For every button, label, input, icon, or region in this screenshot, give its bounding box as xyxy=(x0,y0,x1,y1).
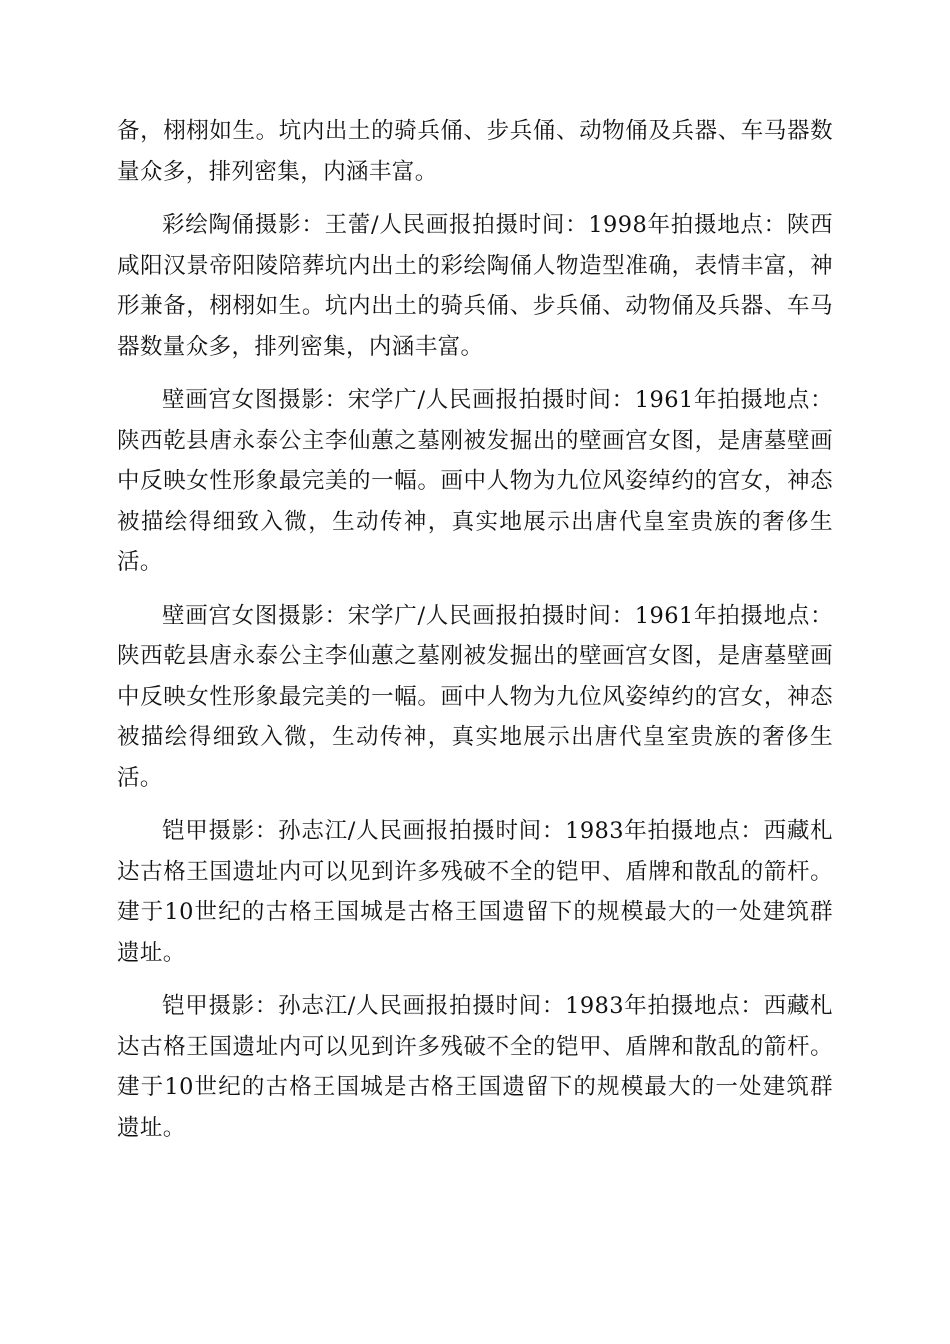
document-body xyxy=(117,111,833,1161)
paragraph-mural-palace-maids-repeat: 壁画宫女图摄影：宋学广/人民画报拍摄时间：1961年拍摄地点：陕西乾县唐永泰公主李仙蕙之墓刚被发掘出的壁画宫女图，是唐墓壁画中反映女性形象最完美的一幅。画中人物为九位风姿绰约的宫女，神态被描绘得细致入微，生动传神，真实地展示出唐代皇室贵族的奢侈生活。 xyxy=(117,602,833,791)
paragraph-armor-repeat: 铠甲摄影：孙志江/人民画报拍摄时间：1983年拍摄地点：西藏札达古格王国遗址内可以见到许多残破不全的铠甲、盾牌和散乱的箭杆。建于10世纪的古格王国城是古格王国遗留下的规模最大的一处建筑群遗址。 xyxy=(117,993,833,1141)
paragraph-armor: 铠甲摄影：孙志江/人民画报拍摄时间：1983年拍摄地点：西藏札达古格王国遗址内可以见到许多残破不全的铠甲、盾牌和散乱的箭杆。建于10世纪的古格王国城是古格王国遗留下的规模最大的一处建筑群遗址。 xyxy=(117,818,833,966)
paragraph-continuation: 备，栩栩如生。坑内出土的骑兵俑、步兵俑、动物俑及兵器、车马器数量众多，排列密集，内涵丰富。 xyxy=(117,118,833,185)
paragraph-mural-palace-maids: 壁画宫女图摄影：宋学广/人民画报拍摄时间：1961年拍摄地点：陕西乾县唐永泰公主李仙蕙之墓刚被发掘出的壁画宫女图，是唐墓壁画中反映女性形象最完美的一幅。画中人物为九位风姿绰约的宫女，神态被描绘得细致入微，生动传神，真实地展示出唐代皇室贵族的奢侈生活。 xyxy=(117,387,833,575)
paragraph-painted-pottery-figurines: 彩绘陶俑摄影：王蕾/人民画报拍摄时间：1998年拍摄地点：陕西咸阳汉景帝阳陵陪葬坑内出土的彩绘陶俑人物造型准确，表情丰富，神形兼备，栩栩如生。坑内出土的骑兵俑、步兵俑、动物俑及兵器、车马器数量众多，排列密集，内涵丰富。 xyxy=(117,212,833,360)
